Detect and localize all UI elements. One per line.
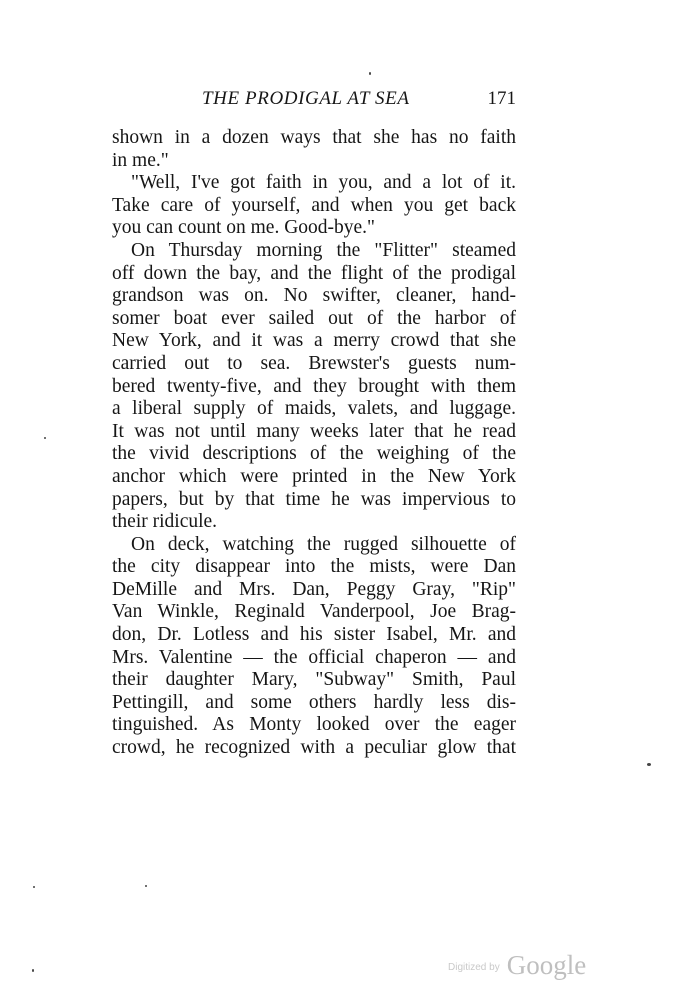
text-line: shown in a dozen ways that she has no faith [112, 127, 516, 148]
scan-speck [145, 885, 147, 887]
watermark-prefix: Digitized by [448, 962, 500, 973]
text-line: the city disappear into the mists, were Dan [112, 556, 516, 578]
page-number: 171 [487, 88, 516, 109]
text-line: papers, but by that time he was impervious to [112, 488, 516, 510]
text-line: It was not until many weeks later that he read [112, 420, 516, 442]
text-line: carried out to sea. Brewster's guests num- [112, 352, 516, 374]
text-line: don, Dr. Lotless and his sister Isabel, Mr. and [112, 624, 516, 646]
scan-speck [647, 763, 651, 766]
text-line: tinguished. As Monty looked over the eager [112, 714, 516, 736]
text-line: the vivid descriptions of the weighing of the [112, 443, 516, 465]
text-line: their daughter Mary, "Subway" Smith, Paul [112, 669, 516, 691]
digitized-watermark [448, 950, 586, 982]
scan-speck [33, 886, 35, 888]
text-line: Take care of yourself, and when you get back [112, 194, 516, 216]
body-text [112, 127, 516, 760]
running-head: THE PRODIGAL AT SEA [202, 88, 410, 109]
text-line: grandson was on. No swifter, cleaner, hand- [112, 285, 516, 307]
scan-speck [32, 969, 34, 972]
text-line: a liberal supply of maids, valets, and luggage. [112, 398, 516, 420]
google-logo: Google [506, 950, 587, 980]
text-line: On Thursday morning the "Flitter" steamed [131, 239, 516, 261]
text-line: On deck, watching the rugged silhouette of [131, 533, 516, 555]
text-line: bered twenty-five, and they brought with them [112, 375, 516, 397]
text-line: crowd, he recognized with a peculiar glow that [112, 737, 516, 759]
scan-speck [369, 72, 371, 75]
text-line: DeMille and Mrs. Dan, Peggy Gray, "Rip" [112, 578, 516, 600]
text-line: Van Winkle, Reginald Vanderpool, Joe Brag- [112, 601, 516, 623]
text-line: Mrs. Valentine — the official chaperon — and [112, 646, 516, 668]
text-line: in me." [112, 149, 169, 171]
text-line: somer boat ever sailed out of the harbor of [112, 307, 516, 329]
page-header [112, 88, 516, 112]
text-line: you can count on me. Good-bye." [112, 217, 376, 239]
text-line: off down the bay, and the flight of the prodigal [112, 262, 516, 284]
scan-speck [44, 437, 46, 439]
text-line: New York, and it was a merry crowd that she [112, 330, 516, 352]
text-line: "Well, I've got faith in you, and a lot of it. [131, 172, 516, 194]
text-line: Pettingill, and some others hardly less dis- [112, 691, 516, 713]
text-line: their ridicule. [112, 511, 218, 533]
text-line: anchor which were printed in the New York [112, 465, 516, 487]
